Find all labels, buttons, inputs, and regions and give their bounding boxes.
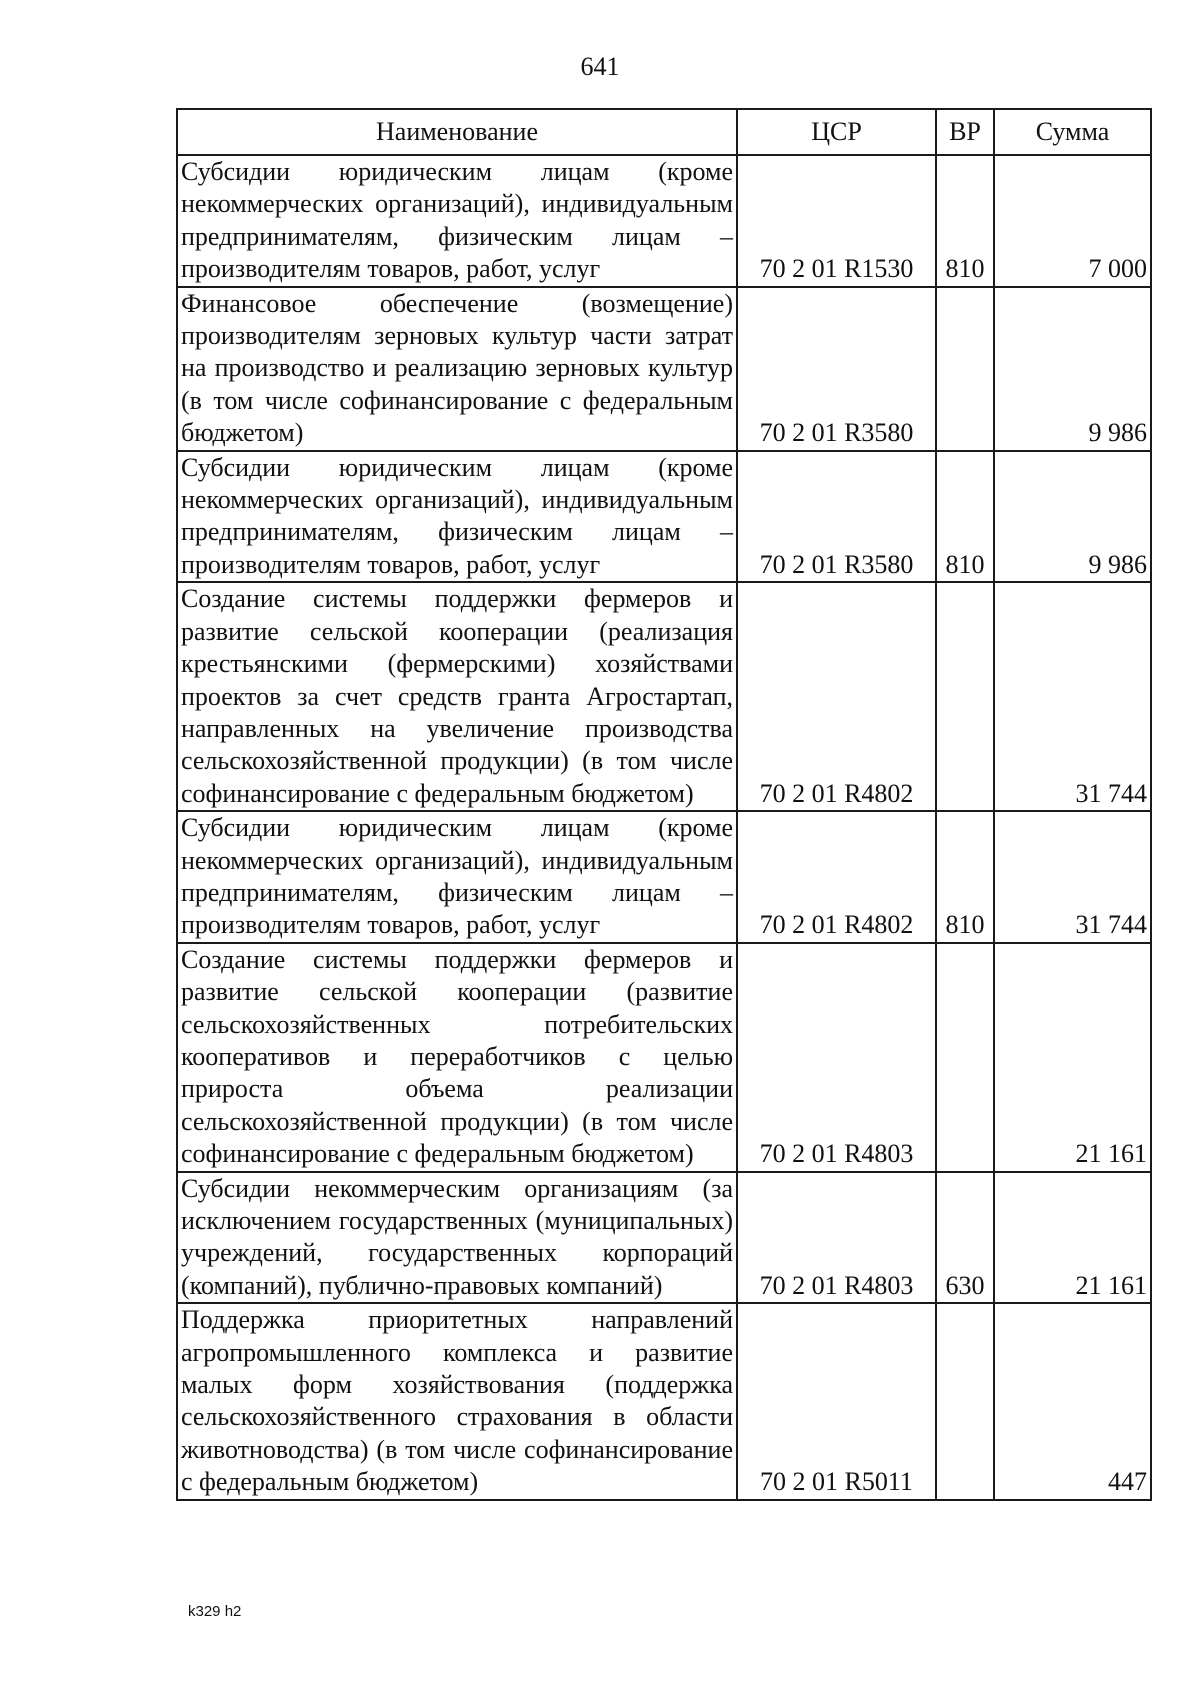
row-name: Создание системы поддержки фермеров и развитие сельской кооперации (развитие сельскохозяйственных потребительских кооперативов и переработчиков с целью прироста объема реализации сельскохозяйственной продукции) (в том числе софинансирование с федеральным бюджетом) [177,943,737,1172]
row-name: Субсидии юридическим лицам (кроме некоммерческих организаций), индивидуальным предпринимателям, физическим лицам – производителям товаров, работ, услуг [177,811,737,943]
table-row [177,943,1151,1172]
table-row [177,287,1151,451]
row-name: Финансовое обеспечение (возмещение) производителям зерновых культур части затрат на производство и реализацию зерновых культур (в том числе софинансирование с федеральным бюджетом) [177,287,737,451]
row-name: Субсидии юридическим лицам (кроме некоммерческих организаций), индивидуальным предпринимателям, физическим лицам – производителям товаров, работ, услуг [177,451,737,583]
row-vr: 810 [936,811,994,943]
row-csr: 70 2 01 R1530 [737,155,936,287]
table-row [177,582,1151,811]
row-amount: 9 986 [994,451,1151,583]
row-csr: 70 2 01 R5011 [737,1303,936,1499]
row-csr: 70 2 01 R3580 [737,451,936,583]
row-csr: 70 2 01 R3580 [737,287,936,451]
table-row [177,1303,1151,1499]
row-name: Поддержка приоритетных направлений агропромышленного комплекса и развитие малых форм хозяйствования (поддержка сельскохозяйственного страхования в области животноводства) (в том числе софинансирование с федеральным бюджетом) [177,1303,737,1499]
row-name: Создание системы поддержки фермеров и развитие сельской кооперации (реализация крестьянскими (фермерскими) хозяйствами проектов за счет средств гранта Агростартап, направленных на увеличение производства сельскохозяйственной продукции) (в том числе софинансирование с федеральным бюджетом) [177,582,737,811]
row-vr: 810 [936,451,994,583]
row-amount: 9 986 [994,287,1151,451]
header-csr: ЦСР [737,109,936,155]
footer-document-code: k329 h2 [188,1603,242,1620]
header-vr: ВР [936,109,994,155]
row-vr [936,287,994,451]
table-header-row [177,109,1151,155]
row-vr: 630 [936,1172,994,1304]
row-csr: 70 2 01 R4802 [737,582,936,811]
row-amount: 21 161 [994,943,1151,1172]
page-number: 641 [580,52,620,81]
row-amount: 21 161 [994,1172,1151,1304]
row-name: Субсидии некоммерческим организациям (за исключением государственных (муниципальных) учреждений, государственных корпораций (компаний), публично-правовых компаний) [177,1172,737,1304]
row-vr [936,582,994,811]
row-amount: 31 744 [994,811,1151,943]
header-name: Наименование [177,109,737,155]
row-vr: 810 [936,155,994,287]
row-name: Субсидии юридическим лицам (кроме некоммерческих организаций), индивидуальным предпринимателям, физическим лицам – производителям товаров, работ, услуг [177,155,737,287]
budget-table [176,108,1152,1501]
row-amount: 447 [994,1303,1151,1499]
row-vr [936,943,994,1172]
row-amount: 31 744 [994,582,1151,811]
row-csr: 70 2 01 R4802 [737,811,936,943]
table-row [177,451,1151,583]
table-row [177,1172,1151,1304]
row-csr: 70 2 01 R4803 [737,943,936,1172]
row-csr: 70 2 01 R4803 [737,1172,936,1304]
header-amount: Сумма [994,109,1151,155]
table-row [177,155,1151,287]
table-row [177,811,1151,943]
row-vr [936,1303,994,1499]
row-amount: 7 000 [994,155,1151,287]
